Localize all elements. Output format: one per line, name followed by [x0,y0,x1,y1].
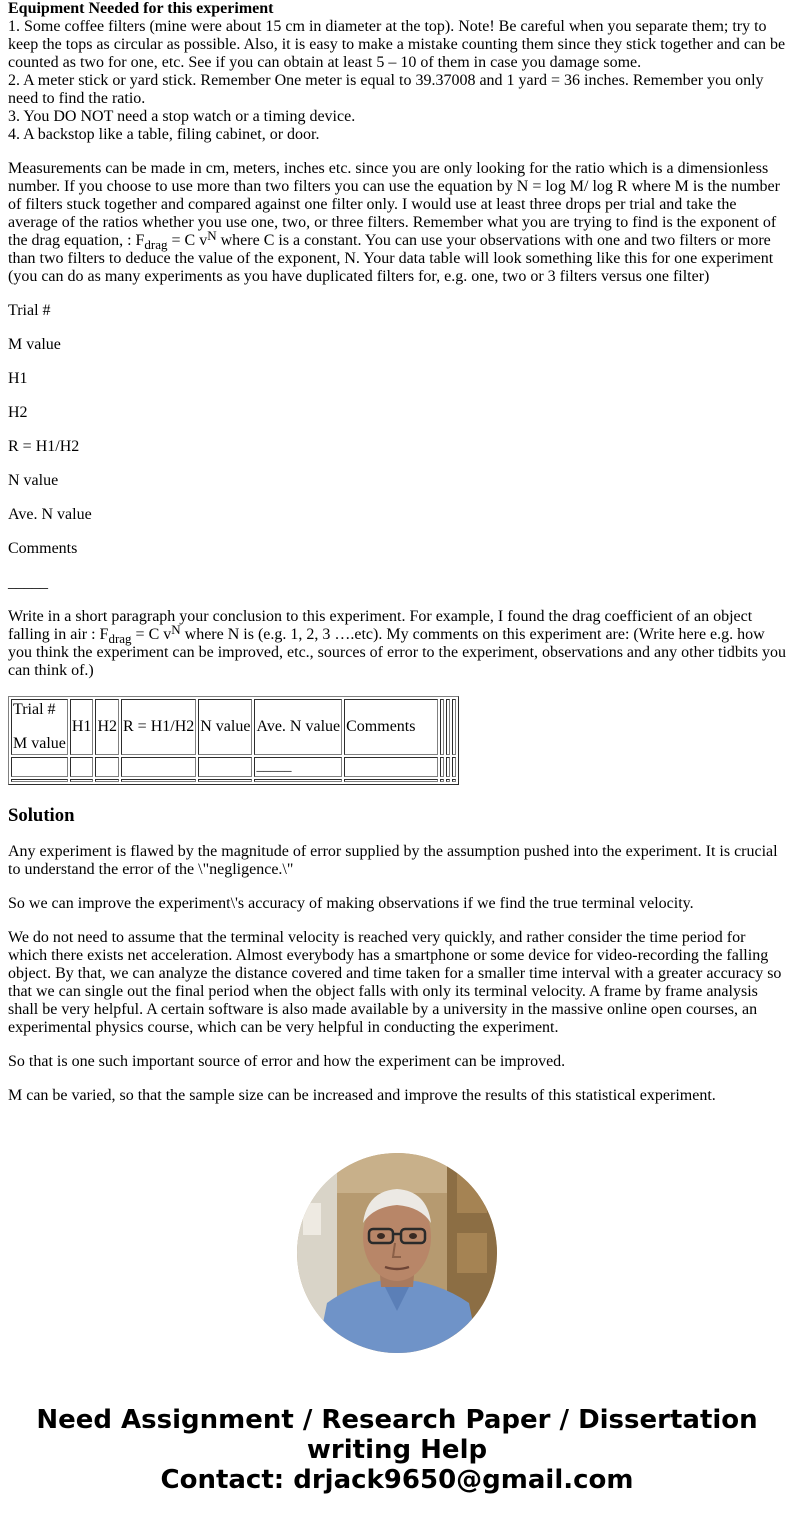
empty-cell [198,779,252,782]
empty-cell [344,779,438,782]
promo-banner [0,1405,794,1495]
exponent-superscript: N [171,622,181,637]
empty-cell [95,779,119,782]
data-table [8,696,459,785]
header-cell-n-value: N value [198,699,252,755]
conclusion-text: Write in a short paragraph your conclusion to this experiment. For example, I found the drag coefficient of an object falling in air : F [8,608,753,643]
empty-cell [95,757,119,777]
table-row [11,779,456,782]
column-h2: H2 [8,404,28,421]
exponent-superscript: N [207,228,217,243]
equipment-heading: Equipment Needed for this experiment [8,0,274,17]
column-h1: H1 [8,370,28,387]
article [8,0,786,1105]
column-n-value: N value [8,472,59,489]
header-cell-comments: Comments [344,699,438,755]
table-row [11,757,456,777]
promo-line-2: writing Help [306,1435,488,1465]
header-cell-h1: H1 [70,699,94,755]
author-portrait-icon [297,1153,497,1353]
header-cell-h2: H2 [95,699,119,755]
solution-paragraph-2: So we can improve the experiment\'s accuracy of making observations if we find the true terminal velocity. [8,895,694,912]
measurements-paragraph [8,160,786,286]
ave-value-cell: _____ [254,757,342,777]
solution-heading: Solution [8,805,75,826]
column-m-value: M value [8,336,61,353]
measurements-text: Measurements can be made in cm, meters, inches etc. since you are only looking for the ratio which is a dimensionless number. If you choose to use more than two filters you can use the equation by N = log M/ log R where M is the number of filters stuck together and compared against one filter only. I would use at least three drops per trial and take the average of the ratios whether you use one, two, or three filters. Remember what you are trying to find is the exponent of the drag equation, : F [8,160,780,249]
solution-paragraph-4: So that is one such important source of error and how the experiment can be improved. [8,1053,566,1070]
drag-subscript: drag [108,631,132,646]
empty-cell [11,779,68,782]
m-value-header: M value [13,735,66,752]
author-avatar [297,1153,497,1353]
blank-underline: _____ [8,574,48,591]
solution-paragraph-3: We do not need to assume that the terminal velocity is reached very quickly, and rather consider the time period for which there exists net acceleration. Almost everybody has a smartphone or some device for video-recording the falling object. By that, we can analyze the distance covered and time taken for a smaller time interval with a greater accuracy so that we can single out the final period when the object falls with only its terminal velocity. A frame by frame analysis shall be very helpful. A certain software is also made available by a university in the massive online open courses, an experimental physics course, which can be very helpful in conducting the experiment. [8,929,782,1036]
empty-cell [440,699,444,755]
header-cell-trial [11,699,68,755]
empty-cell [121,757,196,777]
column-trial: Trial # [8,302,51,319]
empty-cell [254,779,342,782]
equipment-item-4: 4. A backstop like a table, filing cabinet, or door. [8,126,320,143]
equation-mid: = C v [131,626,172,643]
empty-cell [452,779,456,782]
equation-mid: = C v [167,232,208,249]
empty-cell [452,757,456,777]
empty-cell [446,757,450,777]
promo-contact: Contact: drjack9650@gmail.com [160,1465,634,1495]
table-row [11,699,456,755]
header-cell-ratio: R = H1/H2 [121,699,196,755]
trial-header: Trial # [13,701,56,718]
empty-cell [440,757,444,777]
empty-cell [198,757,252,777]
column-ave-n-value: Ave. N value [8,506,92,523]
solution-paragraph-1: Any experiment is flawed by the magnitude of error supplied by the assumption pushed into the experiment. It is crucial to understand the error of the \"negligence.\" [8,843,778,878]
empty-cell [344,757,438,777]
conclusion-paragraph [8,608,786,680]
empty-cell [440,779,444,782]
empty-cell [121,779,196,782]
solution-paragraph-5: M can be varied, so that the sample size can be increased and improve the results of this statistical experiment. [8,1087,716,1104]
equipment-item-2: 2. A meter stick or yard stick. Remember One meter is equal to 39.37008 and 1 yard = 36 inches. Remember you only need to find the ratio. [8,72,764,107]
conclusion-text-cont: where N is (e.g. 1, 2, 3 ….etc). My comments on this experiment are: (Write here e.g. how you think the experiment can be improved, etc., sources of error to the experiment, observations and any other tidbits you can think of.) [8,626,786,679]
header-cell-ave-n-value: Ave. N value [254,699,342,755]
drag-subscript: drag [144,237,168,252]
promo-line-1: Need Assignment / Research Paper / Dissertation [36,1405,758,1435]
empty-cell [446,779,450,782]
empty-cell [452,699,456,755]
column-ratio: R = H1/H2 [8,438,80,455]
empty-cell [446,699,450,755]
equipment-item-3: 3. You DO NOT need a stop watch or a timing device. [8,108,356,125]
column-comments: Comments [8,540,78,557]
empty-cell [70,779,94,782]
empty-cell [11,757,68,777]
measurements-text-cont: where C is a constant. You can use your observations with one and two filters or more than two filters to deduce the value of the exponent, N. Your data table will look something like this for one experiment (you can do as many experiments as you have duplicated filters for, e.g. one, two or 3 filters versus one filter) [8,232,774,285]
equipment-item-1: 1. Some coffee filters (mine were about 15 cm in diameter at the top). Note! Be careful when you separate them; try to keep the tops as circular as possible. Also, it is easy to make a mistake counting them since they stick together and can be counted as two for one, etc. See if you can obtain at least 5 – 10 of them in case you damage some. [8,18,786,71]
empty-cell [70,757,94,777]
